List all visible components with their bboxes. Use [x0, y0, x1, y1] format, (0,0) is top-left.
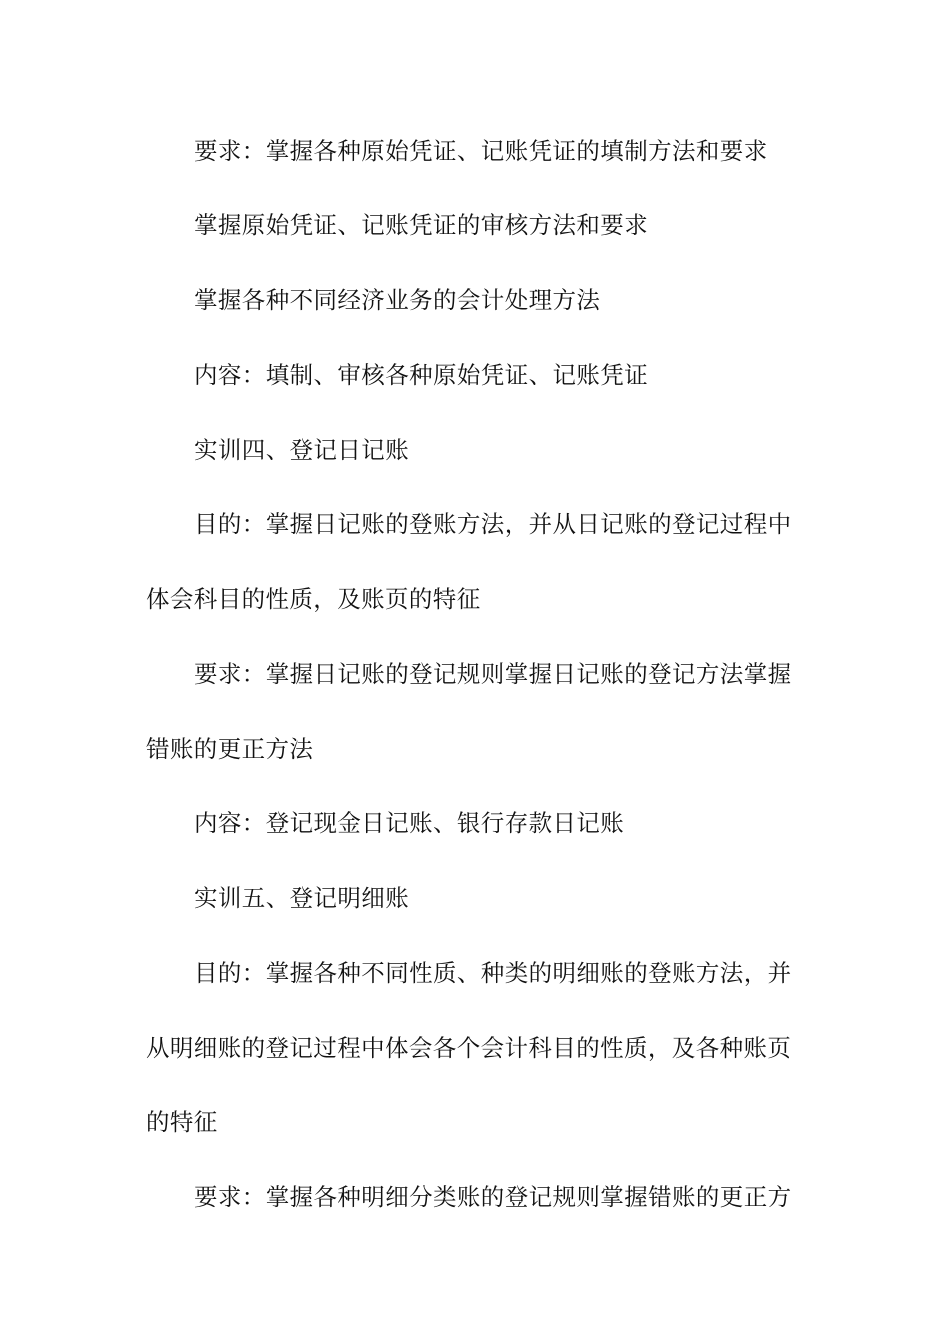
- paragraph-requirement-journal: 要求：掌握日记账的登记规则掌握日记账的登记方法掌握: [194, 660, 792, 688]
- paragraph-requirement-journal-cont: 错账的更正方法: [146, 735, 314, 763]
- paragraph-requirement-ledger: 要求：掌握各种明细分类账的登记规则掌握错账的更正方: [194, 1183, 792, 1211]
- paragraph-purpose-ledger-cont: 从明细账的登记过程中体会各个会计科目的性质，及各种账页: [146, 1034, 792, 1062]
- paragraph-requirement-vouchers: 要求：掌握各种原始凭证、记账凭证的填制方法和要求: [194, 137, 768, 165]
- paragraph-purpose-journal: 目的：掌握日记账的登账方法，并从日记账的登记过程中: [194, 510, 792, 538]
- section-heading-training-four: 实训四、登记日记账: [194, 436, 410, 464]
- paragraph-audit-vouchers: 掌握原始凭证、记账凭证的审核方法和要求: [194, 211, 649, 239]
- paragraph-accounting-treatment: 掌握各种不同经济业务的会计处理方法: [194, 286, 601, 314]
- paragraph-purpose-ledger: 目的：掌握各种不同性质、种类的明细账的登账方法，并: [194, 959, 792, 987]
- section-heading-training-five: 实训五、登记明细账: [194, 884, 410, 912]
- paragraph-content-journal: 内容：登记现金日记账、银行存款日记账: [194, 809, 625, 837]
- paragraph-content-vouchers: 内容：填制、审核各种原始凭证、记账凭证: [194, 361, 649, 389]
- paragraph-purpose-ledger-end: 的特征: [146, 1108, 218, 1136]
- paragraph-purpose-journal-cont: 体会科目的性质，及账页的特征: [146, 585, 481, 613]
